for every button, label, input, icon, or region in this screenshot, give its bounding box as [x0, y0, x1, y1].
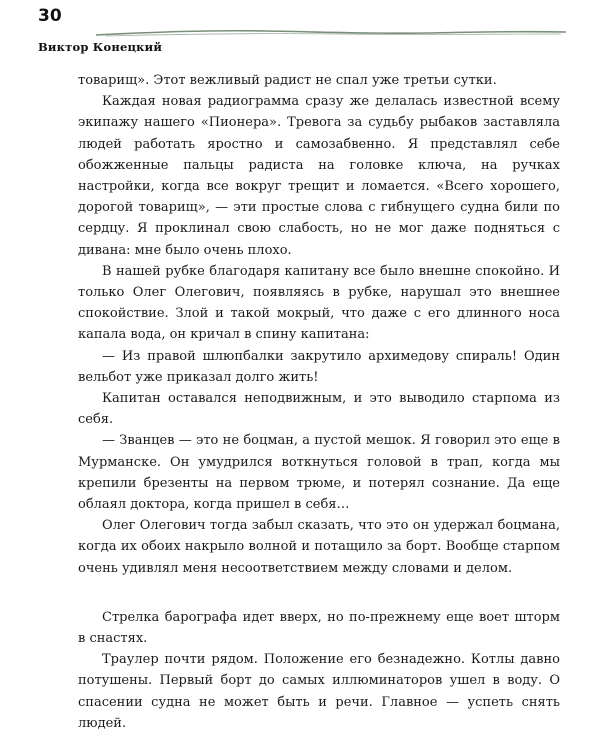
running-head: Виктор Конецкий — [38, 40, 163, 54]
paragraph-7: Олег Олегович тогда забыл сказать, что это он удержал боцмана, когда их обоих накрыло волной и потащило за борт. Вообще старпом очень удивлял меня несоответствием между словами и делом. — [78, 518, 560, 576]
paragraph-1: товарищ». Этот вежливый радист не спал уже третьи сутки. — [78, 73, 497, 88]
body-text — [78, 70, 560, 734]
page-number: 30 — [38, 6, 62, 26]
section-break — [78, 579, 560, 607]
paragraph-4: — Из правой шлюпбалки закрутило архимедову спираль! Один вельбот уже приказал долго жить! — [78, 348, 560, 385]
header-rule-decoration — [96, 26, 566, 40]
paragraph-8: Стрелка барографа идет вверх, но по-прежнему еще воет шторм в снастях. — [78, 609, 560, 647]
paragraph-3: В нашей рубке благодаря капитану все было внешне спокойно. И только Олег Олегович, появляясь в рубке, нарушал это внешнее спокойствие. Злой и такой мокрый, что даже с его длинного носа капала вода, он кричал в спину капитана: — [78, 263, 560, 343]
paragraph-2: Каждая новая радиограмма сразу же делалась известной всему экипажу нашего «Пионера». Тревога за судьбу рыбаков заставляла людей работать яростно и самозабвенно. Я представлял себе обожженные пальцы радиста на головке ключа, на ручках настройки, когда все вокруг трещит и ломается. «Всего хорошего, дорогой товарищ», — эти простые слова с гибнущего судна били по сердцу. Я проклинал свою слабость, но не мог даже подняться с дивана: мне было очень плохо. — [78, 94, 560, 258]
paragraph-5: Капитан оставался неподвижным, и это выводило старпома из себя. — [78, 391, 560, 428]
paragraph-9: Траулер почти рядом. Положение его безнадежно. Котлы давно потушены. Первый борт до самых иллюминаторов ушел в воду. О спасении судна не может быть и речи. Главное — успеть снять людей. — [78, 652, 560, 731]
paragraph-6: — Званцев — это не боцман, а пустой мешок. Я говорил это еще в Мурманске. Он умудрился воткнуться головой в трап, когда мы крепили брезенты на первом трюме, и потерял сознание. Да еще облаял доктора, когда пришел в себя… — [78, 433, 560, 513]
